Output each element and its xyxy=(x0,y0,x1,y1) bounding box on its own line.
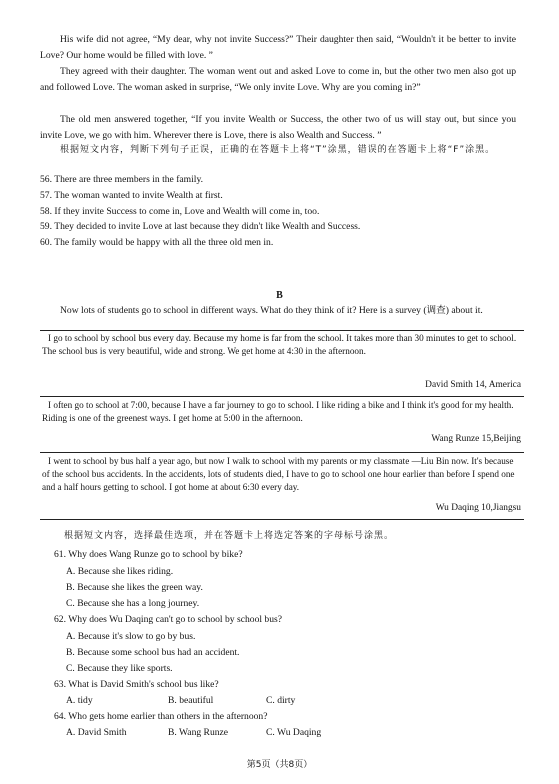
question-62-option-a[interactable]: A. Because it's slow to go by bus. xyxy=(66,631,196,642)
question-64-option-c[interactable]: C. Wu Daqing xyxy=(266,727,322,738)
passage-a-instruction: 根据短文内容，判断下列句子正误，正确的在答题卡上将“T”涂黑，错误的在答题卡上将“F”涂黑。 xyxy=(60,145,496,155)
survey-signature-1: David Smith 14, America xyxy=(425,380,521,390)
statement-59: 59. They decided to invite Love at last because they didn't like Wealth and Success. xyxy=(40,221,361,232)
survey-divider-1 xyxy=(40,396,524,397)
question-64-option-a[interactable]: A. David Smith xyxy=(66,727,127,738)
statement-56: 56. There are three members in the family. xyxy=(40,174,204,185)
question-64: 64. Who gets home earlier than others in the afternoon? xyxy=(54,711,268,722)
passage-b-instruction: 根据短文内容，选择最佳选项，并在答题卡上将选定答案的字母标号涂黑。 xyxy=(64,531,395,541)
survey-divider-2 xyxy=(40,452,524,453)
question-63-option-b[interactable]: B. beautiful xyxy=(168,695,214,706)
statement-60: 60. The family would be happy with all the three old men in. xyxy=(40,237,274,248)
passage-b-intro: Now lots of students go to school in different ways. What do they think of it? Here is a survey (调查) about it. xyxy=(60,305,483,316)
question-64-options xyxy=(0,725,559,741)
question-61-option-a[interactable]: A. Because she likes riding. xyxy=(66,566,174,577)
question-62-option-c[interactable]: C. Because they like sports. xyxy=(66,663,173,674)
passage-a-paragraph-3: The old men answered together, “If you invite Wealth or Success, the other two of us will stay out, but since you invite Love, we go with him. Wherever there is Love, there is also Wealth and Success. ” xyxy=(40,114,516,141)
question-61-option-c[interactable]: C. Because she has a long journey. xyxy=(66,598,200,609)
survey-entry-3: I went to school by bus half a year ago, but now I walk to school with my parents or my classmate —Liu Bin now. It's because of the school bus accidents. In the accidents, lots of students died, I have to go to school one hour earlier than before I spend one and a half hours getting to school. I got home at about 6:30 every day. xyxy=(42,456,515,492)
survey-entry-1: I go to school by school bus every day. Because my home is far from the school. It takes more than 30 minutes to get to school. The school bus is very beautiful, wide and strong. We get home at 4:30 in the afternoon. xyxy=(42,333,517,356)
question-61-option-b[interactable]: B. Because she likes the green way. xyxy=(66,582,203,593)
question-63-options xyxy=(0,693,559,709)
question-62-option-b[interactable]: B. Because some school bus had an accident. xyxy=(66,647,240,658)
question-63: 63. What is David Smith's school bus like? xyxy=(54,679,219,690)
survey-top-border xyxy=(40,330,524,331)
survey-signature-3: Wu Daqing 10,Jiangsu xyxy=(435,503,521,513)
page-footer: 第5页（共8页） xyxy=(246,760,313,770)
question-63-option-c[interactable]: C. dirty xyxy=(266,695,296,706)
passage-a-paragraph-2: They agreed with their daughter. The woman went out and asked Love to come in, but the other two men also got up and followed Love. The woman asked in surprise, “We only invite Love. Why are you coming in?” xyxy=(40,66,516,93)
survey-entry-2: I often go to school at 7:00, because I have a far journey to go to school. I like riding a bike and I think it's good for my health. Riding is one of the greenest ways. I get home at 5:00 in the afternoon. xyxy=(42,400,514,423)
question-62: 62. Why does Wu Daqing can't go to school by school bus? xyxy=(54,614,283,625)
question-63-option-a[interactable]: A. tidy xyxy=(66,695,93,706)
question-61: 61. Why does Wang Runze go to school by bike? xyxy=(54,549,243,560)
statement-58: 58. If they invite Success to come in, Love and Wealth will come in, too. xyxy=(40,206,320,217)
question-64-option-b[interactable]: B. Wang Runze xyxy=(168,727,229,738)
survey-signature-2: Wang Runze 15,Beijing xyxy=(431,434,521,444)
statement-57: 57. The woman wanted to invite Wealth at first. xyxy=(40,190,223,201)
section-b-label: B xyxy=(276,290,283,301)
survey-bottom-border xyxy=(40,519,524,520)
passage-a-paragraph-1: His wife did not agree, “My dear, why not invite Success?” Their daughter then said, “Wouldn't it be better to invite Love? Our home would be filled with love. ” xyxy=(40,34,516,61)
